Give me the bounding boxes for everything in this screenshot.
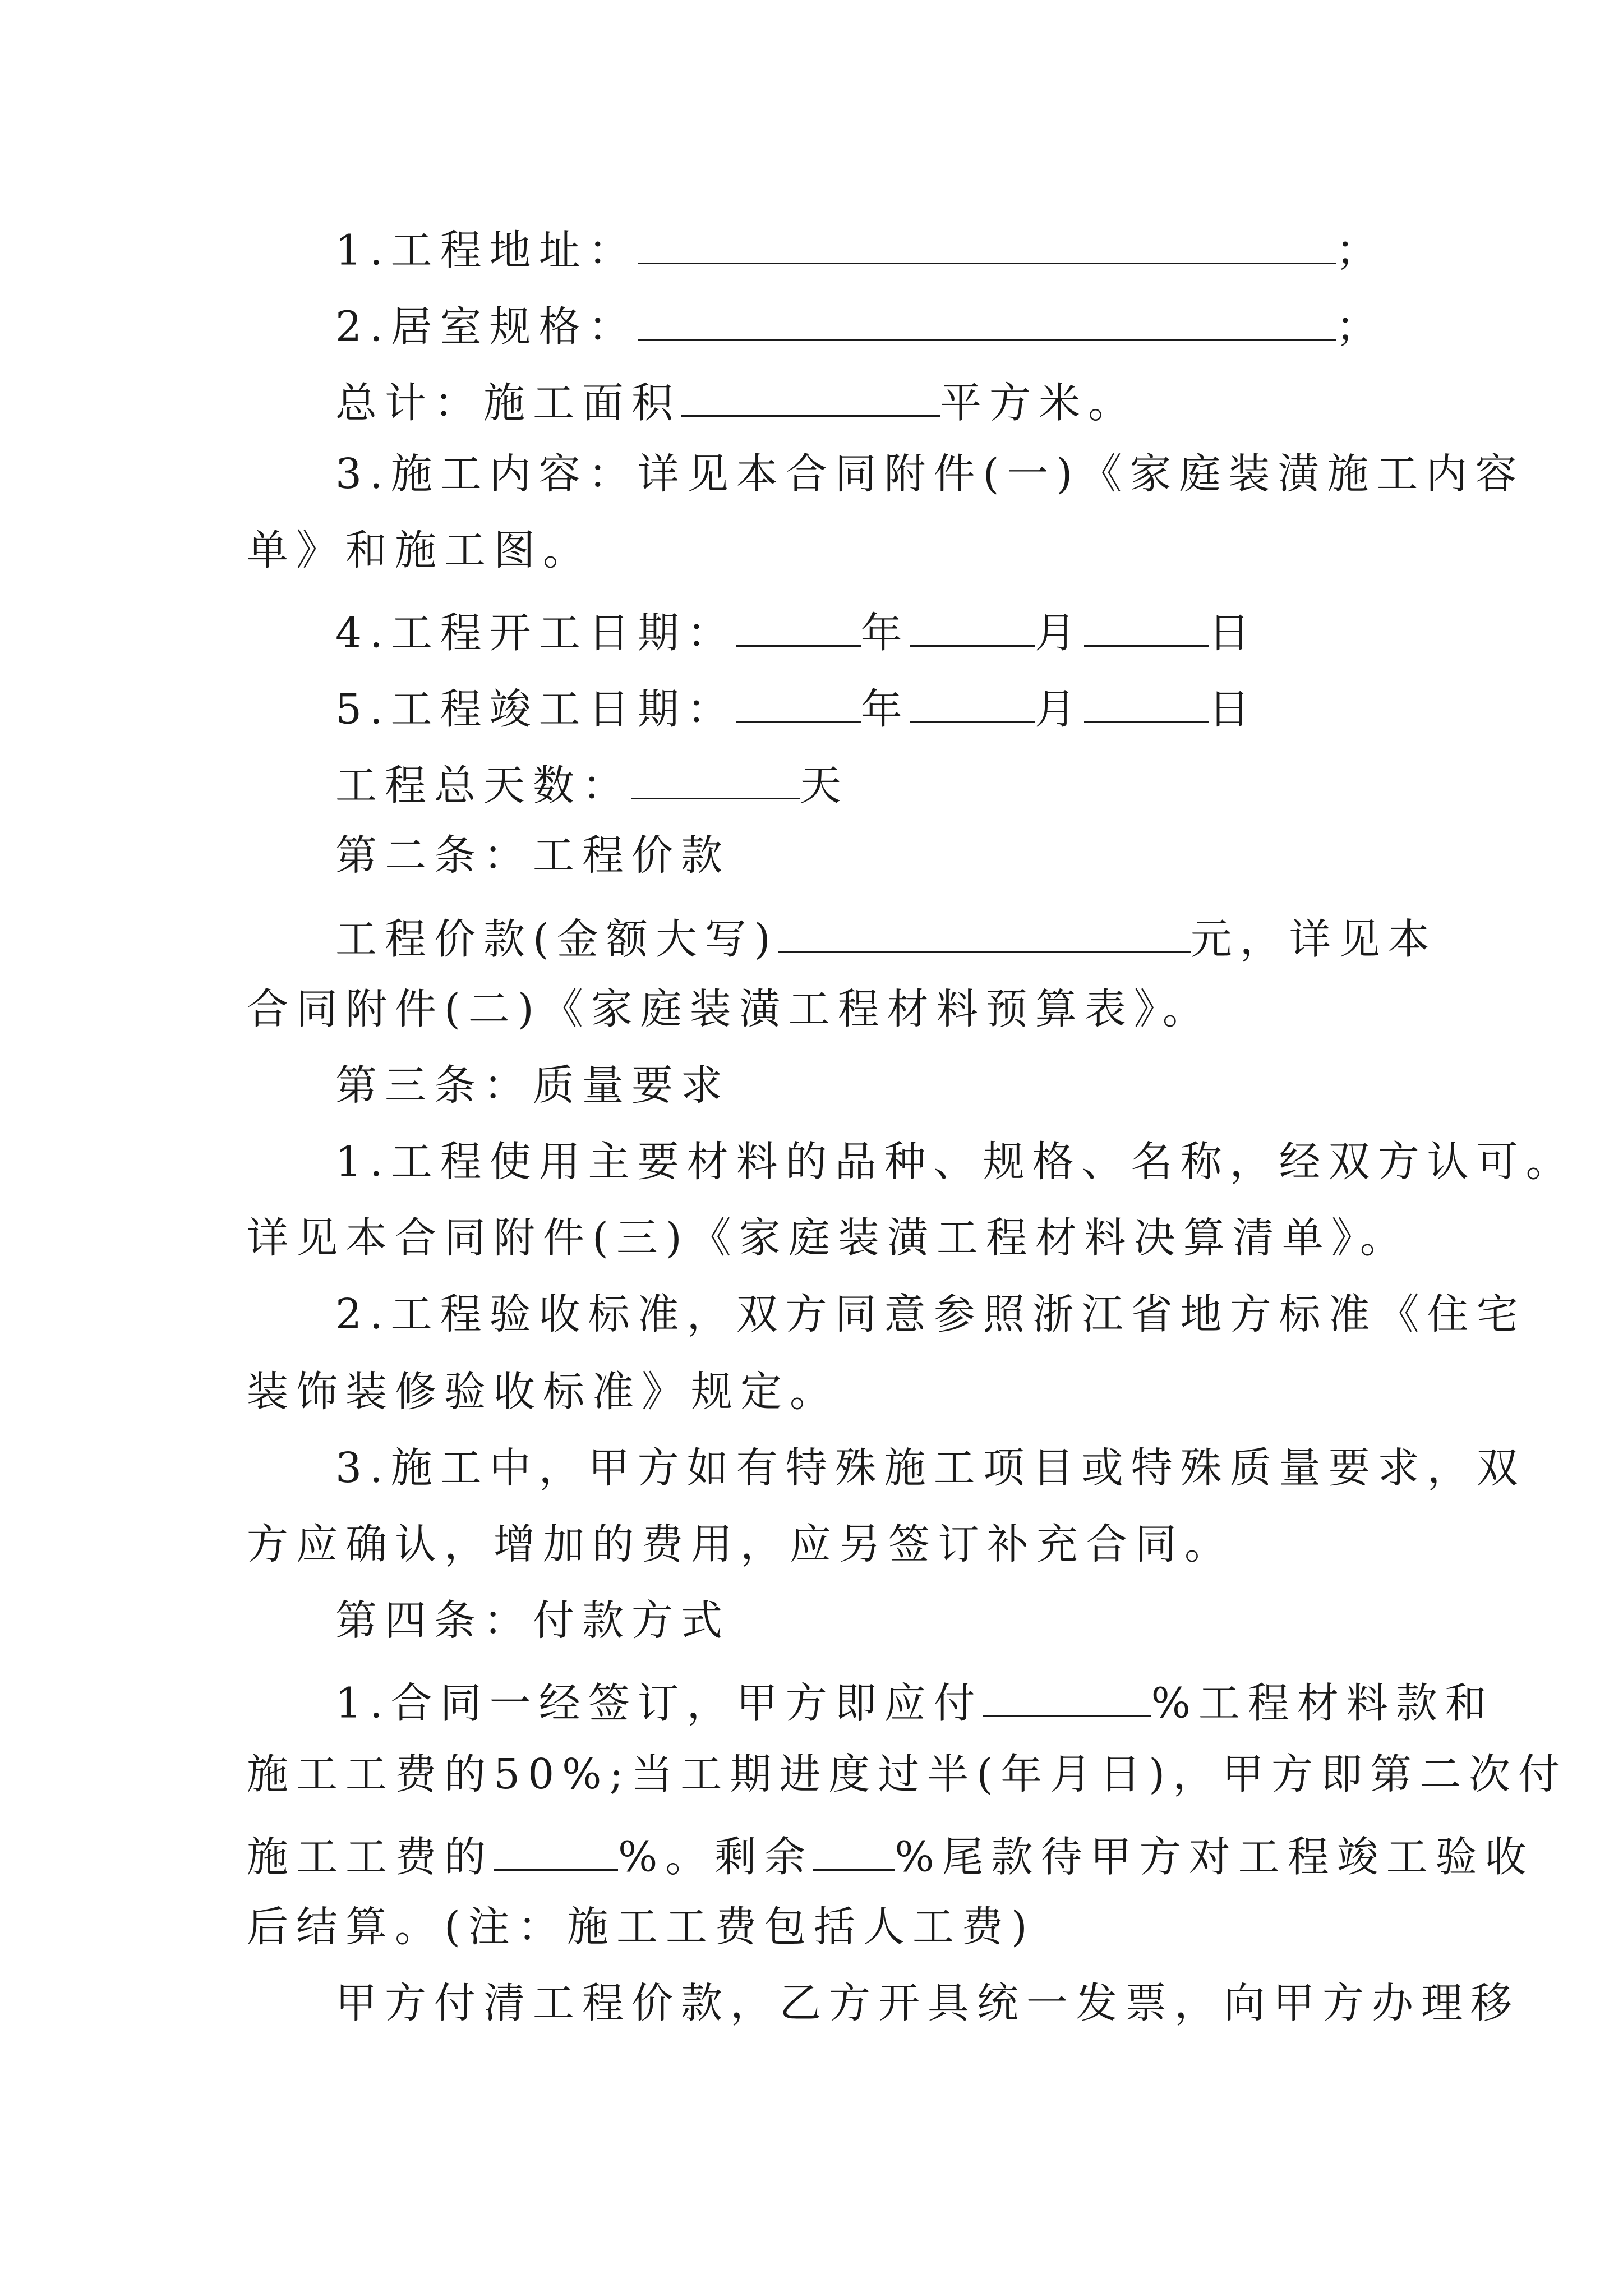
- paragraph-line: 1.工程使用主要材料的品种、规格、名称，经双方认可。: [335, 1138, 1575, 1186]
- month-label: 月: [1034, 685, 1084, 734]
- payment-percent-blank[interactable]: [983, 1676, 1151, 1717]
- section-heading: 第二条：工程价款: [335, 831, 730, 880]
- paragraph-line: 合同附件(二)《家庭装潢工程材料预算表》。: [247, 985, 1212, 1033]
- days-unit: 天: [800, 761, 849, 810]
- section-heading: 第四条：付款方式: [335, 1596, 730, 1645]
- paragraph-line: 施工工费的50%;当工期进度过半(年月日)，甲方即第二次付: [247, 1750, 1568, 1798]
- project-price-label: 工程价款(金额大写): [335, 915, 778, 964]
- section-heading: 第三条：质量要求: [335, 1061, 730, 1110]
- start-date-label: 4.工程开工日期：: [335, 609, 736, 657]
- completion-year-blank[interactable]: [736, 682, 861, 723]
- paragraph-line: 甲方付清工程价款，乙方开具统一发票，向甲方办理移: [335, 1979, 1520, 2027]
- payment-rest: %工程材料款和: [1151, 1679, 1495, 1728]
- remaining-percent-blank[interactable]: [813, 1830, 895, 1871]
- paragraph-line: 后结算。(注：施工工费包括人工费): [247, 1903, 1035, 1951]
- paragraph-line: 3.施工中，甲方如有特殊施工项目或特殊质量要求，双: [335, 1444, 1526, 1492]
- second-payment-blank[interactable]: [494, 1830, 618, 1871]
- project-address-label: 1.工程地址：: [335, 226, 638, 275]
- project-price-line: [335, 912, 1437, 964]
- paragraph-line: 方应确认，增加的费用，应另签订补充合同。: [247, 1520, 1234, 1568]
- paragraph-line: 单》和施工图。: [247, 526, 592, 574]
- total-days-line: [335, 758, 849, 810]
- project-address-blank[interactable]: [638, 223, 1336, 264]
- day-label: 日: [1208, 685, 1258, 734]
- area-unit: 平方米。: [940, 379, 1137, 427]
- start-month-blank[interactable]: [910, 606, 1035, 647]
- year-label: 年: [860, 685, 910, 734]
- paragraph-line: 详见本合同附件(三)《家庭装潢工程材料决算清单》。: [247, 1214, 1409, 1262]
- total-area-label: 总计：施工面积: [335, 379, 681, 427]
- second-payment-line: [247, 1830, 1534, 1881]
- total-area-line: [335, 376, 1137, 427]
- day-label: 日: [1208, 609, 1258, 657]
- room-spec-blank[interactable]: [638, 300, 1336, 341]
- line-end-punct: ；: [1335, 302, 1385, 351]
- remaining-label: %。剩余: [618, 1833, 814, 1881]
- completion-date-label: 5.工程竣工日期：: [335, 685, 736, 734]
- second-payment-label: 施工工费的: [247, 1833, 494, 1881]
- start-day-blank[interactable]: [1084, 606, 1209, 647]
- completion-date-line: [335, 682, 1258, 734]
- total-area-blank[interactable]: [681, 376, 940, 417]
- project-price-rest: 元，详见本: [1190, 915, 1437, 964]
- room-spec-label: 2.居室规格：: [335, 302, 638, 351]
- year-label: 年: [860, 609, 910, 657]
- paragraph-line: 2.工程验收标准，双方同意参照浙江省地方标准《住宅: [335, 1290, 1526, 1338]
- paragraph-line: 3.施工内容：详见本合同附件(一)《家庭装潢施工内容: [335, 450, 1525, 498]
- room-spec-line: [335, 300, 1385, 351]
- payment-line: [335, 1676, 1495, 1728]
- start-date-line: [335, 606, 1258, 657]
- remaining-rest: %尾款待甲方对工程竣工验收: [895, 1833, 1534, 1881]
- project-price-blank[interactable]: [778, 912, 1191, 953]
- completion-day-blank[interactable]: [1084, 682, 1209, 723]
- project-address-line: [335, 223, 1385, 275]
- total-days-blank[interactable]: [631, 758, 800, 799]
- line-end-punct: ；: [1335, 226, 1385, 275]
- completion-month-blank[interactable]: [910, 682, 1035, 723]
- month-label: 月: [1034, 609, 1084, 657]
- total-days-label: 工程总天数：: [335, 761, 631, 810]
- paragraph-line: 装饰装修验收标准》规定。: [247, 1368, 839, 1416]
- payment-label: 1.合同一经签订，甲方即应付: [335, 1679, 983, 1728]
- start-year-blank[interactable]: [736, 606, 861, 647]
